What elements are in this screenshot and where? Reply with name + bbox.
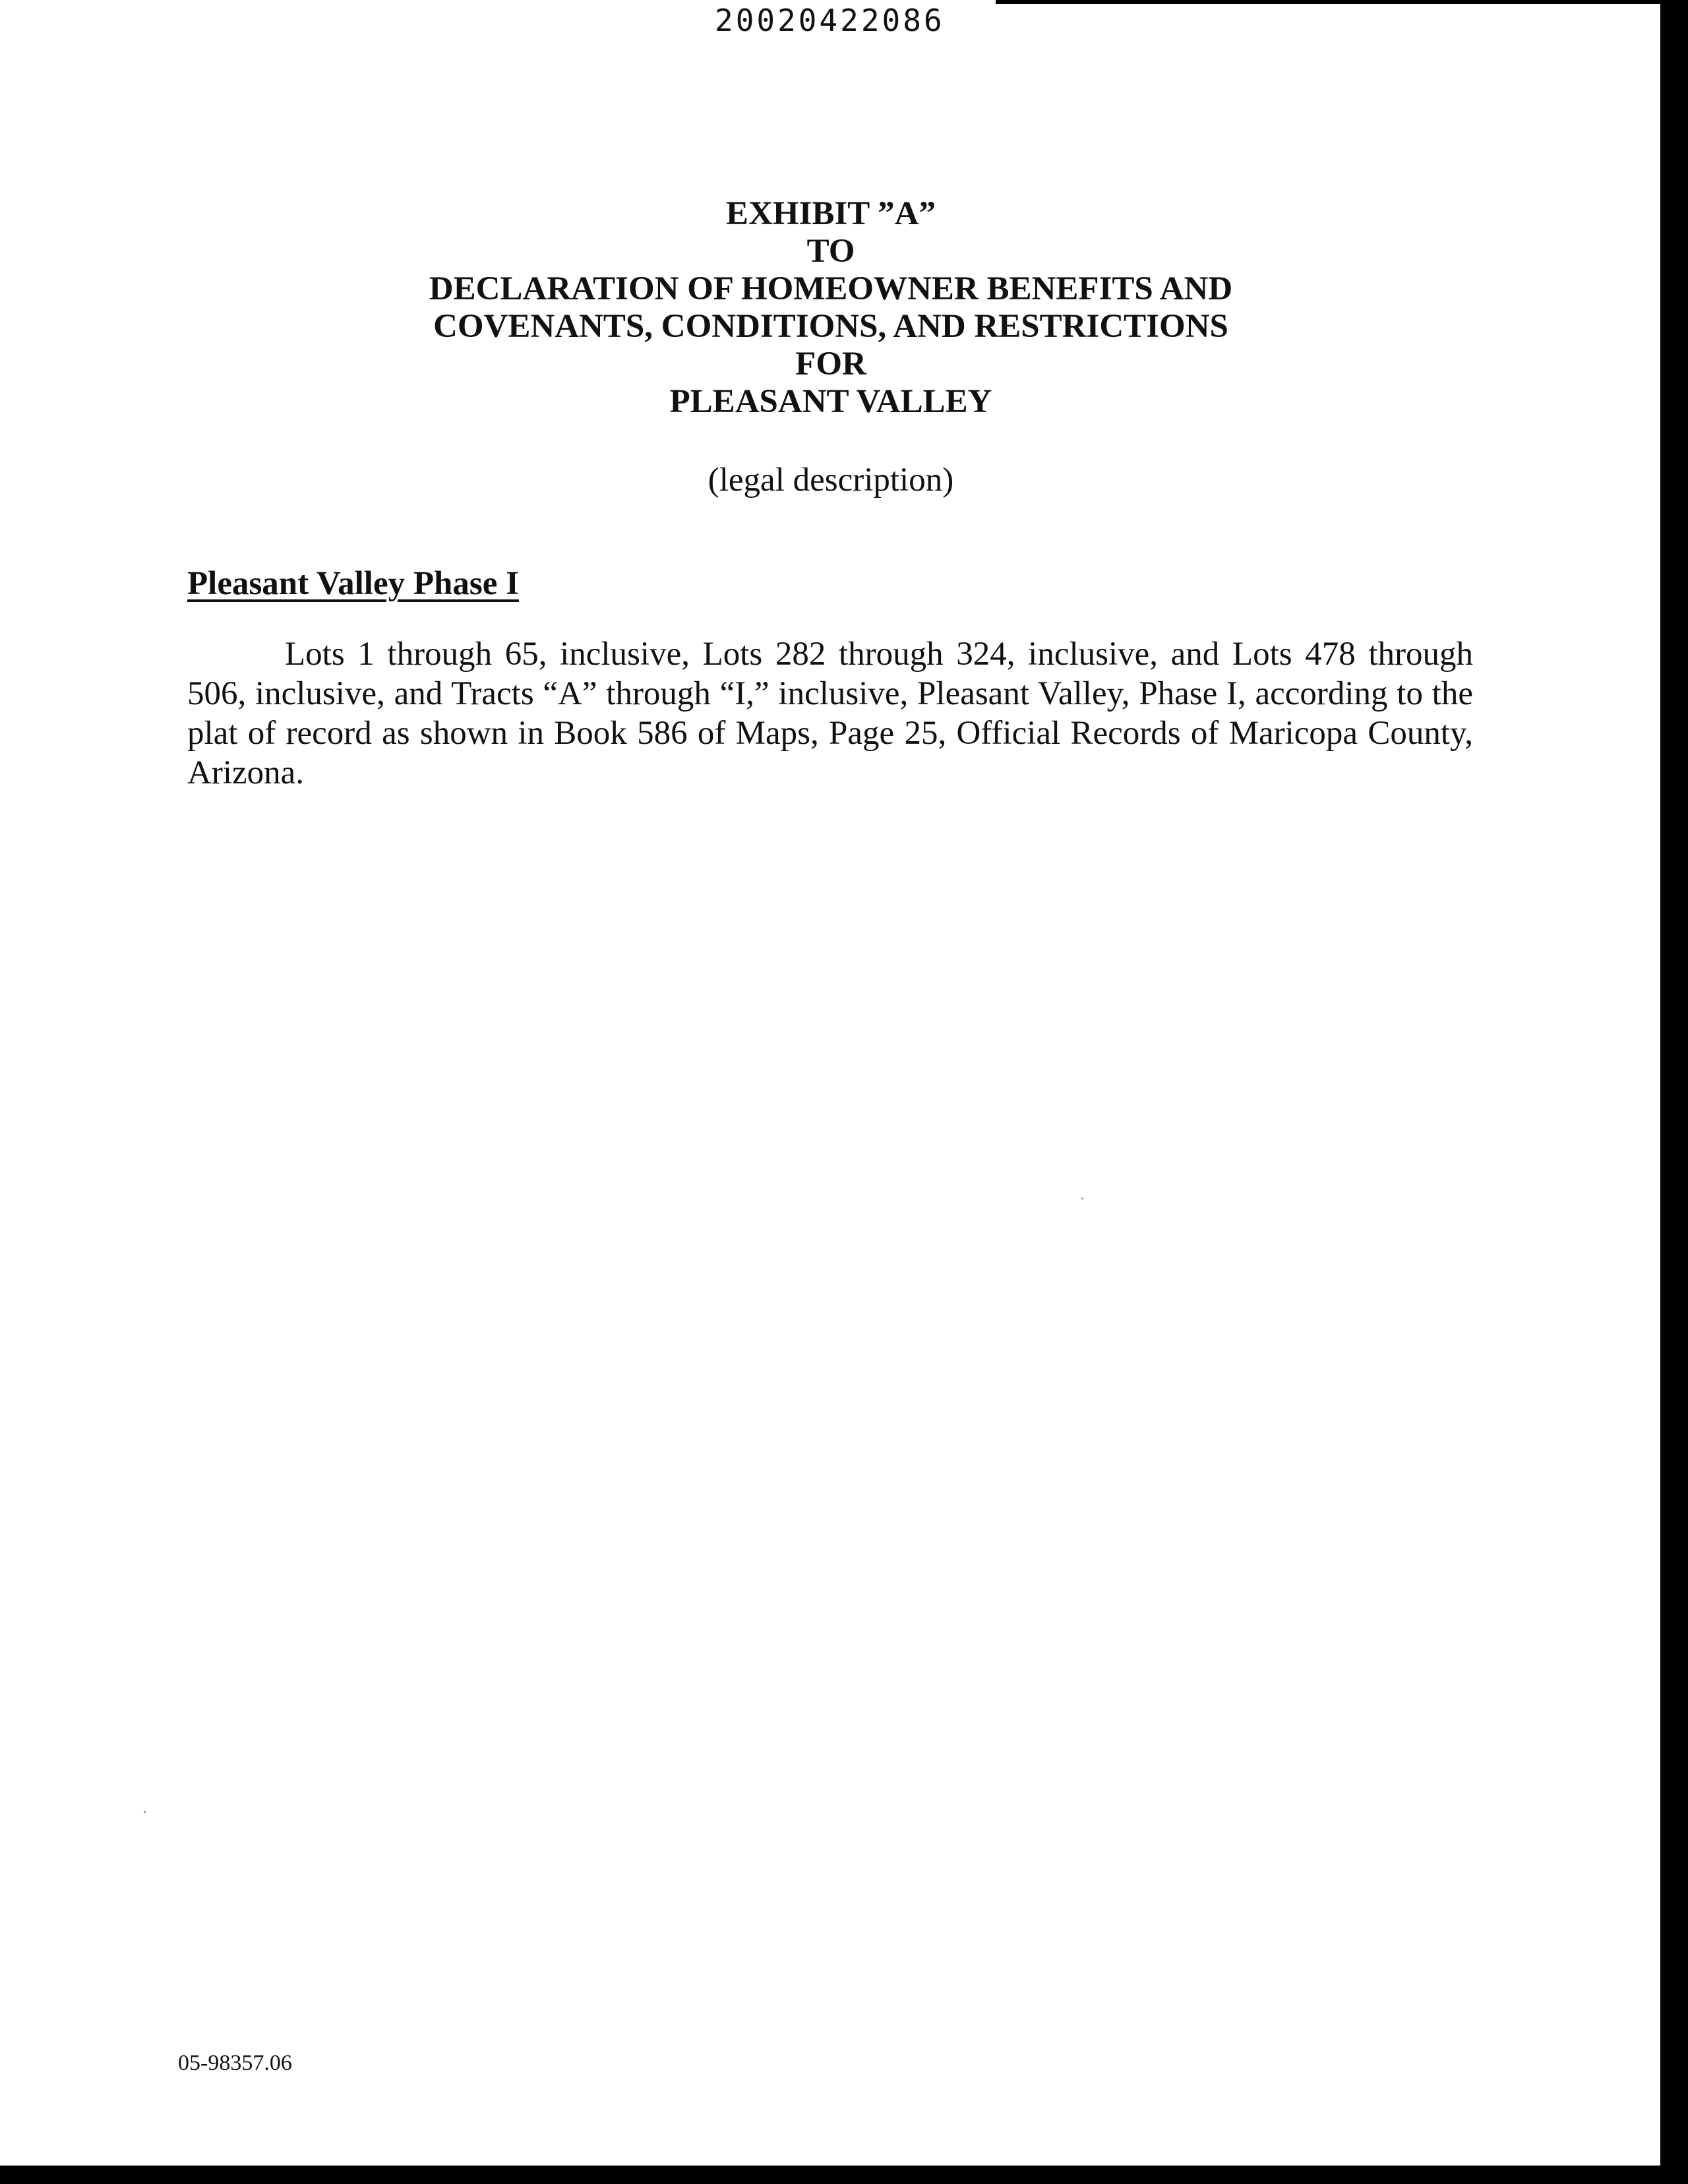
title-line-declaration: DECLARATION OF HOMEOWNER BENEFITS AND <box>429 270 1233 307</box>
scan-edge-top <box>996 0 1688 4</box>
scan-speck <box>144 1811 146 1813</box>
title-line-to: TO <box>806 233 855 270</box>
scan-speck <box>1081 1198 1083 1199</box>
footer-document-code: 05-98357.06 <box>178 2051 292 2075</box>
exhibit-subtitle: (legal description) <box>708 462 954 499</box>
title-line-for: FOR <box>795 346 866 382</box>
scan-edge-bottom <box>0 2166 1688 2184</box>
section-heading: Pleasant Valley Phase I <box>187 565 519 602</box>
title-line-exhibit: EXHIBIT ”A” <box>726 195 936 232</box>
title-line-pleasant-valley: PLEASANT VALLEY <box>669 383 992 420</box>
title-line-covenants: COVENANTS, CONDITIONS, AND RESTRICTIONS <box>433 308 1228 345</box>
exhibit-title <box>369 195 1292 421</box>
legal-description-paragraph: Lots 1 through 65, inclusive, Lots 282 through 324, inclusive, and Lots 478 through 506, inclusive, and Tracts “A” through “I,” inclusive, Pleasant Valley, Phase I, according to the plat of record as shown in Book 586 of Maps, Page 25, Official Records of Maricopa County, Arizona. <box>187 636 1473 791</box>
recording-number: 20020422086 <box>715 3 945 38</box>
scan-edge-right <box>1660 0 1688 2184</box>
